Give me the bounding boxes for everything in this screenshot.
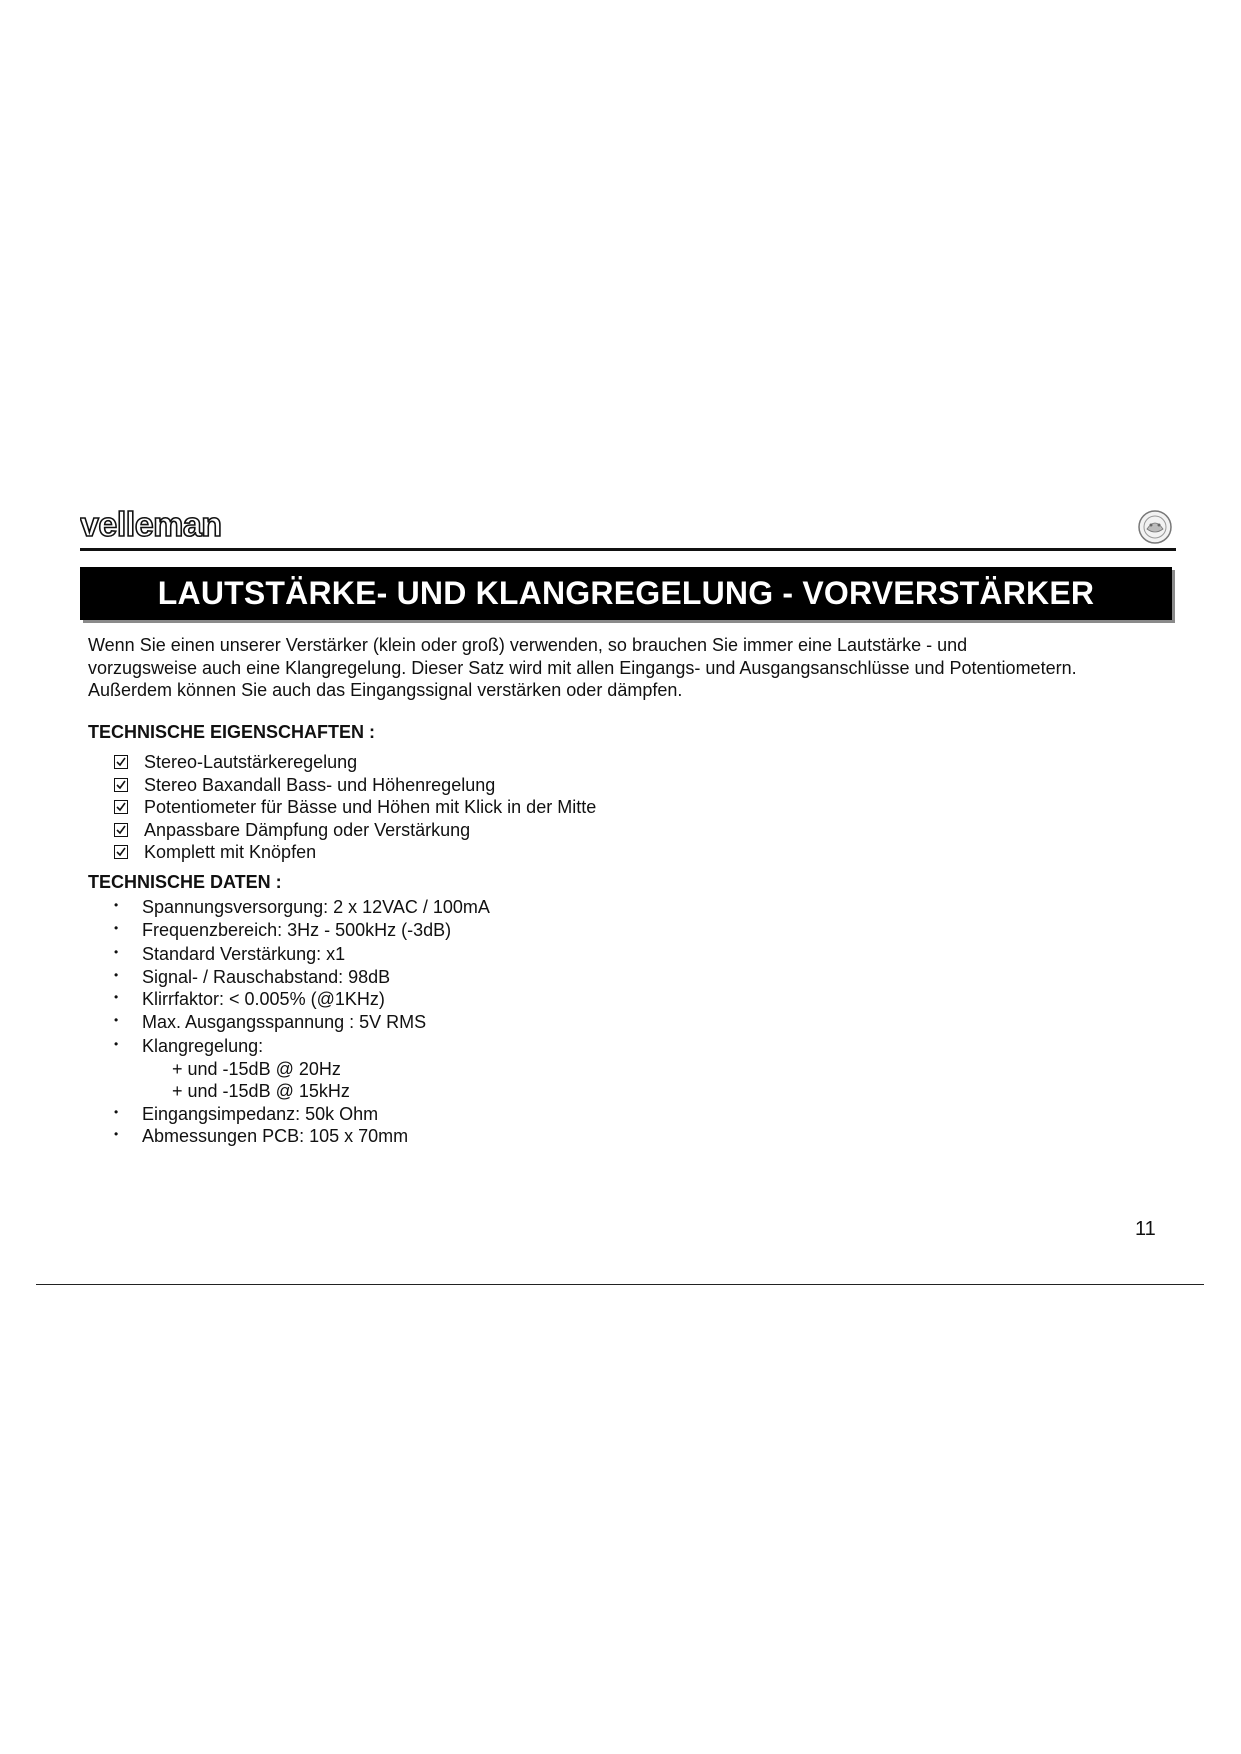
feature-label: Stereo Baxandall Bass- und Höhenregelung <box>144 774 496 795</box>
specs-list <box>108 896 490 1148</box>
spec-label: Max. Ausgangsspannung : 5V RMS <box>142 1011 427 1032</box>
intro-paragraph <box>88 634 1178 702</box>
intro-line-1: Wenn Sie einen unserer Verstärker (klein oder groß) verwenden, so brauchen Sie immer eine Lautstärke - und <box>88 635 968 655</box>
checked-box-icon <box>114 800 128 814</box>
spec-item <box>108 896 490 919</box>
footer-divider <box>36 1284 1204 1285</box>
spec-label: Spannungsversorgung: 2 x 12VAC / 100mA <box>142 897 490 917</box>
page-number: 11 <box>1135 1218 1156 1240</box>
feature-item <box>114 841 596 864</box>
feature-label: Stereo-Lautstärkeregelung <box>144 752 358 772</box>
features-list <box>114 751 596 864</box>
spec-label: Klirrfaktor: < 0.005% (@1KHz) <box>142 989 385 1009</box>
klang-sub-line: + und -15dB @ 20Hz <box>172 1058 341 1079</box>
spec-item <box>108 1103 490 1126</box>
spec-item <box>108 988 490 1011</box>
checked-box-icon <box>114 778 128 792</box>
specs-heading: TECHNISCHE DATEN : <box>88 872 282 892</box>
page-title: LAUTSTÄRKE- UND KLANGREGELUNG - VORVERSTÄRKER <box>157 575 1095 611</box>
bullet-icon: • <box>114 1104 119 1119</box>
features-heading: TECHNISCHE EIGENSCHAFTEN : <box>88 722 376 742</box>
spec-label: Standard Verstärkung: x1 <box>142 944 346 964</box>
intro-line-2: vorzugsweise auch eine Klangregelung. Dieser Satz wird mit allen Eingangs- und Ausgangsanschlüsse und Potentiometern. <box>88 657 1077 678</box>
checked-box-icon <box>114 845 128 859</box>
bullet-icon: • <box>114 1127 119 1141</box>
spec-label: Frequenzbereich: 3Hz - 500kHz (-3dB) <box>142 919 452 940</box>
feature-item <box>114 751 596 774</box>
bullet-icon: • <box>114 920 119 935</box>
velleman-logo <box>80 506 240 546</box>
bullet-icon: • <box>114 898 119 912</box>
header-divider <box>80 548 1176 551</box>
bullet-icon: • <box>114 967 119 982</box>
feature-item <box>114 774 596 797</box>
feature-item <box>114 796 596 819</box>
spec-item <box>108 919 490 942</box>
spec-label: Klangregelung: <box>142 1036 264 1056</box>
bullet-icon: • <box>114 990 119 1004</box>
feature-label: Komplett mit Knöpfen <box>144 842 317 862</box>
spec-item <box>108 1125 490 1148</box>
bullet-icon: • <box>114 1037 119 1051</box>
velleman-logo-mark <box>80 506 240 546</box>
spec-item <box>108 1035 490 1103</box>
checked-box-icon <box>114 823 128 837</box>
spec-label: Eingangsimpedanz: 50k Ohm <box>142 1103 379 1124</box>
spec-item <box>108 943 490 966</box>
spec-label: Abmessungen PCB: 105 x 70mm <box>142 1126 409 1146</box>
bullet-icon: • <box>114 945 119 959</box>
bullet-icon: • <box>114 1012 119 1027</box>
spec-item <box>108 966 490 989</box>
title-banner <box>80 567 1172 620</box>
intro-line-3: Außerdem können Sie auch das Eingangssignal verstärken oder dämpfen. <box>88 680 683 700</box>
svg-text:velleman: velleman <box>80 506 222 544</box>
feature-label: Anpassbare Dämpfung oder Verstärkung <box>144 819 471 840</box>
klang-sub-line: + und -15dB @ 15kHz <box>172 1081 350 1101</box>
feature-label: Potentiometer für Bässe und Höhen mit Klick in der Mitte <box>144 797 597 817</box>
feature-item <box>114 819 596 842</box>
spec-label: Signal- / Rauschabstand: 98dB <box>142 966 391 987</box>
seal-emblem-icon <box>1136 508 1174 546</box>
spec-item <box>108 1011 490 1034</box>
checked-box-icon <box>114 755 128 769</box>
